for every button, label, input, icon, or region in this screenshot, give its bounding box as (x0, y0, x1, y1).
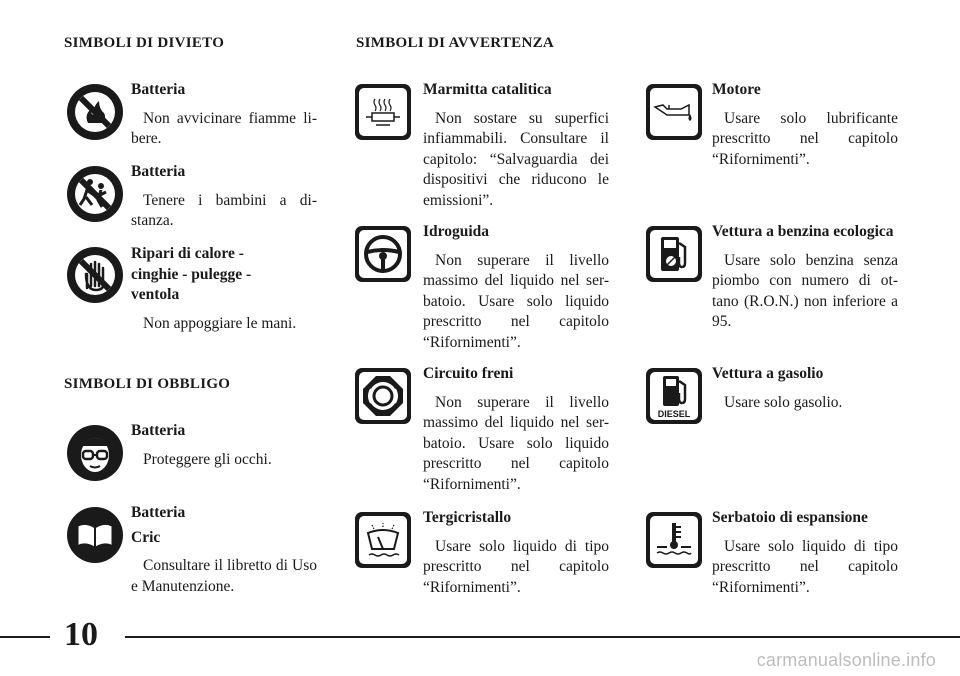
entry-body: Non superare il livello massimo del liquido nel ser-batoio. Usare solo liquido prescritto nel capitolo “Rifornimenti”. (423, 393, 609, 493)
entry-heading: Vettura a gasolio (712, 365, 824, 382)
footer-rule-right (125, 636, 960, 638)
avvertenza-entry-3 (423, 364, 609, 495)
entry-body: Consultare il libretto di Uso e Manutenzione. (131, 557, 317, 595)
avvertenza-entry-5 (712, 80, 898, 170)
avvertenza-entry-8 (712, 508, 898, 598)
avvertenza-entry-4 (423, 508, 609, 598)
section-title-divieto: SIMBOLI DI DIVIETO (64, 35, 225, 51)
entry-body: Usare solo liquido di tipo prescritto nel capitolo “Rifornimenti”. (423, 537, 609, 596)
brake-circuit-icon (354, 367, 412, 425)
obbligo-entry-1 (131, 421, 317, 470)
entry-body: Non avvicinare fiamme li-bere. (131, 109, 317, 147)
entry-heading: Ripari di calore - cinghie - pulegge - ventola (131, 245, 252, 303)
entry-body: Usare solo gasolio. (724, 393, 843, 411)
entry-body: Non appoggiare le mani. (143, 314, 297, 332)
entry-body: Usare solo benzina senza piombo con numero di ot-tano (R.O.N.) non inferiore a 95. (712, 251, 898, 330)
entry-heading: Motore (712, 81, 761, 98)
entry-heading: Batteria (131, 504, 186, 521)
unleaded-fuel-icon (645, 225, 703, 283)
footer-rule-left (0, 636, 50, 638)
entry-body: Proteggere gli occhi. (143, 450, 272, 468)
entry-heading: Vettura a benzina ecologica (712, 223, 894, 240)
manual-book-icon (66, 506, 124, 564)
entry-heading: Batteria (131, 81, 186, 98)
entry-body: Tenere i bambini a di-stanza. (131, 191, 317, 229)
catalytic-converter-icon (354, 83, 412, 141)
no-children-icon (66, 165, 124, 223)
avvertenza-entry-7 (712, 364, 898, 413)
diesel-fuel-icon (645, 367, 703, 425)
no-hands-icon (66, 246, 124, 304)
entry-heading: Batteria (131, 422, 186, 439)
entry-heading: Batteria (131, 163, 186, 180)
entry-heading-2: Cric (131, 528, 161, 546)
eye-protection-icon (66, 424, 124, 482)
entry-body: Non superare il livello massimo del liquido nel ser-batoio. Usare solo liquido prescritto nel capitolo “Rifornimenti”. (423, 251, 609, 351)
avvertenza-entry-6 (712, 222, 898, 333)
avvertenza-entry-1 (423, 80, 609, 211)
obbligo-entry-2 (131, 503, 317, 597)
divieto-entry-2 (131, 162, 317, 232)
diesel-label: DIESEL (657, 409, 691, 419)
entry-heading: Marmitta catalitica (423, 81, 552, 98)
windscreen-washer-icon (354, 511, 412, 569)
coolant-expansion-tank-icon (645, 511, 703, 569)
section-title-obbligo: SIMBOLI DI OBBLIGO (64, 376, 231, 392)
entry-heading: Idroguida (423, 223, 490, 240)
entry-heading: Tergicristallo (423, 509, 512, 526)
steering-wheel-icon (354, 225, 412, 283)
divieto-entry-1 (131, 80, 317, 150)
entry-body: Non sostare su superfici infiammabili. Consultare il capitolo: “Salvaguardia dei dispositivi che riducono le emissioni”. (423, 109, 609, 209)
watermark: carmanualsonline.info (756, 650, 936, 670)
avvertenza-entry-2 (423, 222, 609, 353)
entry-body: Usare solo liquido di tipo prescritto nel capitolo “Rifornimenti”. (712, 537, 898, 596)
engine-oil-icon (645, 83, 703, 141)
section-title-avvertenza: SIMBOLI DI AVVERTENZA (356, 35, 555, 51)
entry-heading: Serbatoio di espansione (712, 509, 868, 526)
no-flame-battery-icon (66, 83, 124, 141)
entry-heading: Circuito freni (423, 365, 514, 382)
entry-body: Usare solo lubrificante prescritto nel capitolo “Rifornimenti”. (712, 109, 898, 168)
divieto-entry-3 (131, 244, 297, 334)
page-number: 10 (64, 616, 98, 653)
